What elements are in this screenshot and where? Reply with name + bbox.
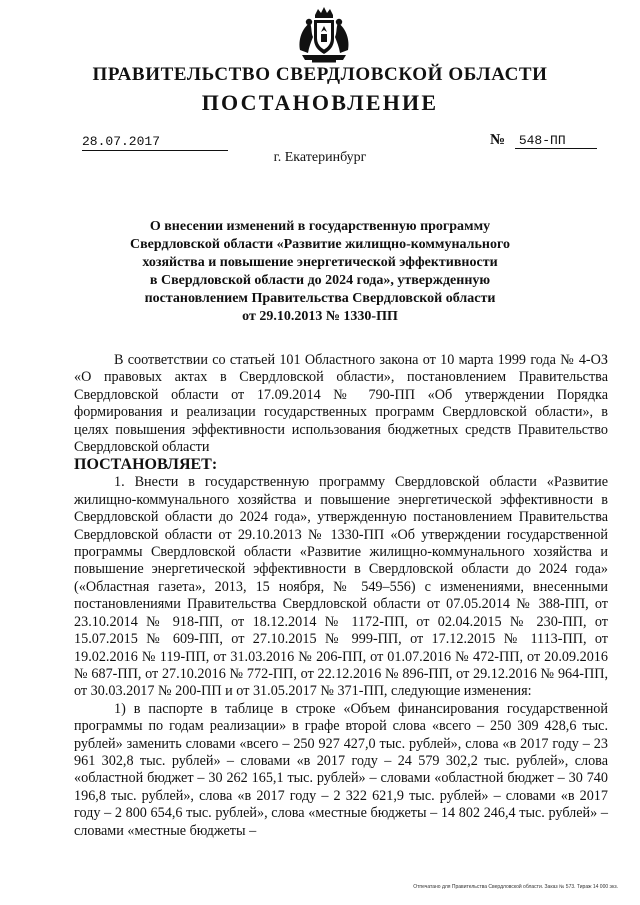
print-note: Отпечатано для Правительства Свердловской области. Заказ № 573. Тираж 14 000 экз. <box>413 884 618 890</box>
decree-word: ПОСТАНОВЛЯЕТ: <box>74 456 218 474</box>
coat-of-arms-emblem <box>296 6 352 64</box>
heading-line: в Свердловской области до 2024 года», утвержденную <box>149 273 491 288</box>
document-heading <box>90 218 550 326</box>
document-body <box>74 352 608 840</box>
item-1-1-paragraph: 1) в паспорте в таблице в строке «Объем финансирования государственной программы по годам реализации» в графе второй слова «всего – 250 309 428,6 тыс. рублей» заменить словами «всего – 250 927 427,0 тыс. рублей», слова «в 2017 году – 23 961 302,8 тыс. рублей» – словами «в 2017 году – 24 579 302,2 тыс. рублей», слова «областной бюджет – 30 262 165,1 тыс. рублей» – словами «областной бюджет – 30 740 196,8 тыс. рублей», слова «в 2017 году – 2 322 621,9 тыс. рублей» – словами «в 2017 году – 2 800 654,6 тыс. рублей», слова «местные бюджеты – 14 802 246,4 тыс. рублей» – словами «местные бюджеты – <box>74 700 608 839</box>
heading-line: Свердловской области «Развитие жилищно-коммунального <box>130 237 510 252</box>
heading-line: хозяйства и повышение энергетической эффективности <box>142 255 498 270</box>
document-number-block <box>490 132 610 149</box>
item-1-paragraph: 1. Внести в государственную программу Свердловской области «Развитие жилищно-коммунального хозяйства и повышение энергетической эффективности в Свердловской области до 2024 года», утвержденную постановлением Правительства Свердловской области от 29.10.2013 № 1330-ПП «Об утверждении государственной программы Свердловской области «Развитие жилищно-коммунального хозяйства и повышение энергетической эффективности в Свердловской области до 2024 года» («Областная газета», 2013, 15 ноября, № 549–556) с изменениями, внесенными постановлениями Правительства Свердловской области от 07.05.2014 № 388-ПП, от 23.10.2014 № 918-ПП, от 18.12.2014 № 1172-ПП, от 02.04.2015 № 230-ПП, от 15.07.2015 № 609-ПП, от 27.10.2015 № 999-ПП, от 17.12.2015 № 1113-ПП, от 19.02.2016 № 119-ПП, от 31.03.2016 № 206-ПП, от 01.07.2016 № 472-ПП, от 20.09.2016 № 687-ПП, от 27.10.2016 № 772-ПП, от 22.12.2016 № 896-ПП, от 29.12.2016 № 964-ПП, от 30.03.2017 № 200-ПП и от 31.05.2017 № 371-ПП, следующие изменения: <box>74 474 608 700</box>
document-city: г. Екатеринбург <box>273 150 367 165</box>
heading-line: О внесении изменений в государственную программу <box>149 219 491 234</box>
heading-line: от 29.10.2013 № 1330-ПП <box>242 309 398 324</box>
document-date: 28.07.2017 <box>82 134 228 151</box>
government-title: ПРАВИТЕЛЬСТВО СВЕРДЛОВСКОЙ ОБЛАСТИ <box>92 64 548 85</box>
number-sign: № <box>490 132 506 148</box>
document-number: 548-ПП <box>515 133 597 149</box>
document-type: ПОСТАНОВЛЕНИЕ <box>201 90 439 115</box>
heading-line: постановлением Правительства Свердловской области <box>144 291 496 306</box>
preamble-paragraph: В соответствии со статьей 101 Областного закона от 10 марта 1999 года № 4-ОЗ «О правовых актах в Свердловской области», постановлением Правительства Свердловской области от 17.09.2014 № 790-ПП «Об утверждении Порядка формирования и реализации государственных программ Свердловской области», в целях повышения эффективности использования бюджетных средств Правительство Свердловской области <box>74 352 608 456</box>
